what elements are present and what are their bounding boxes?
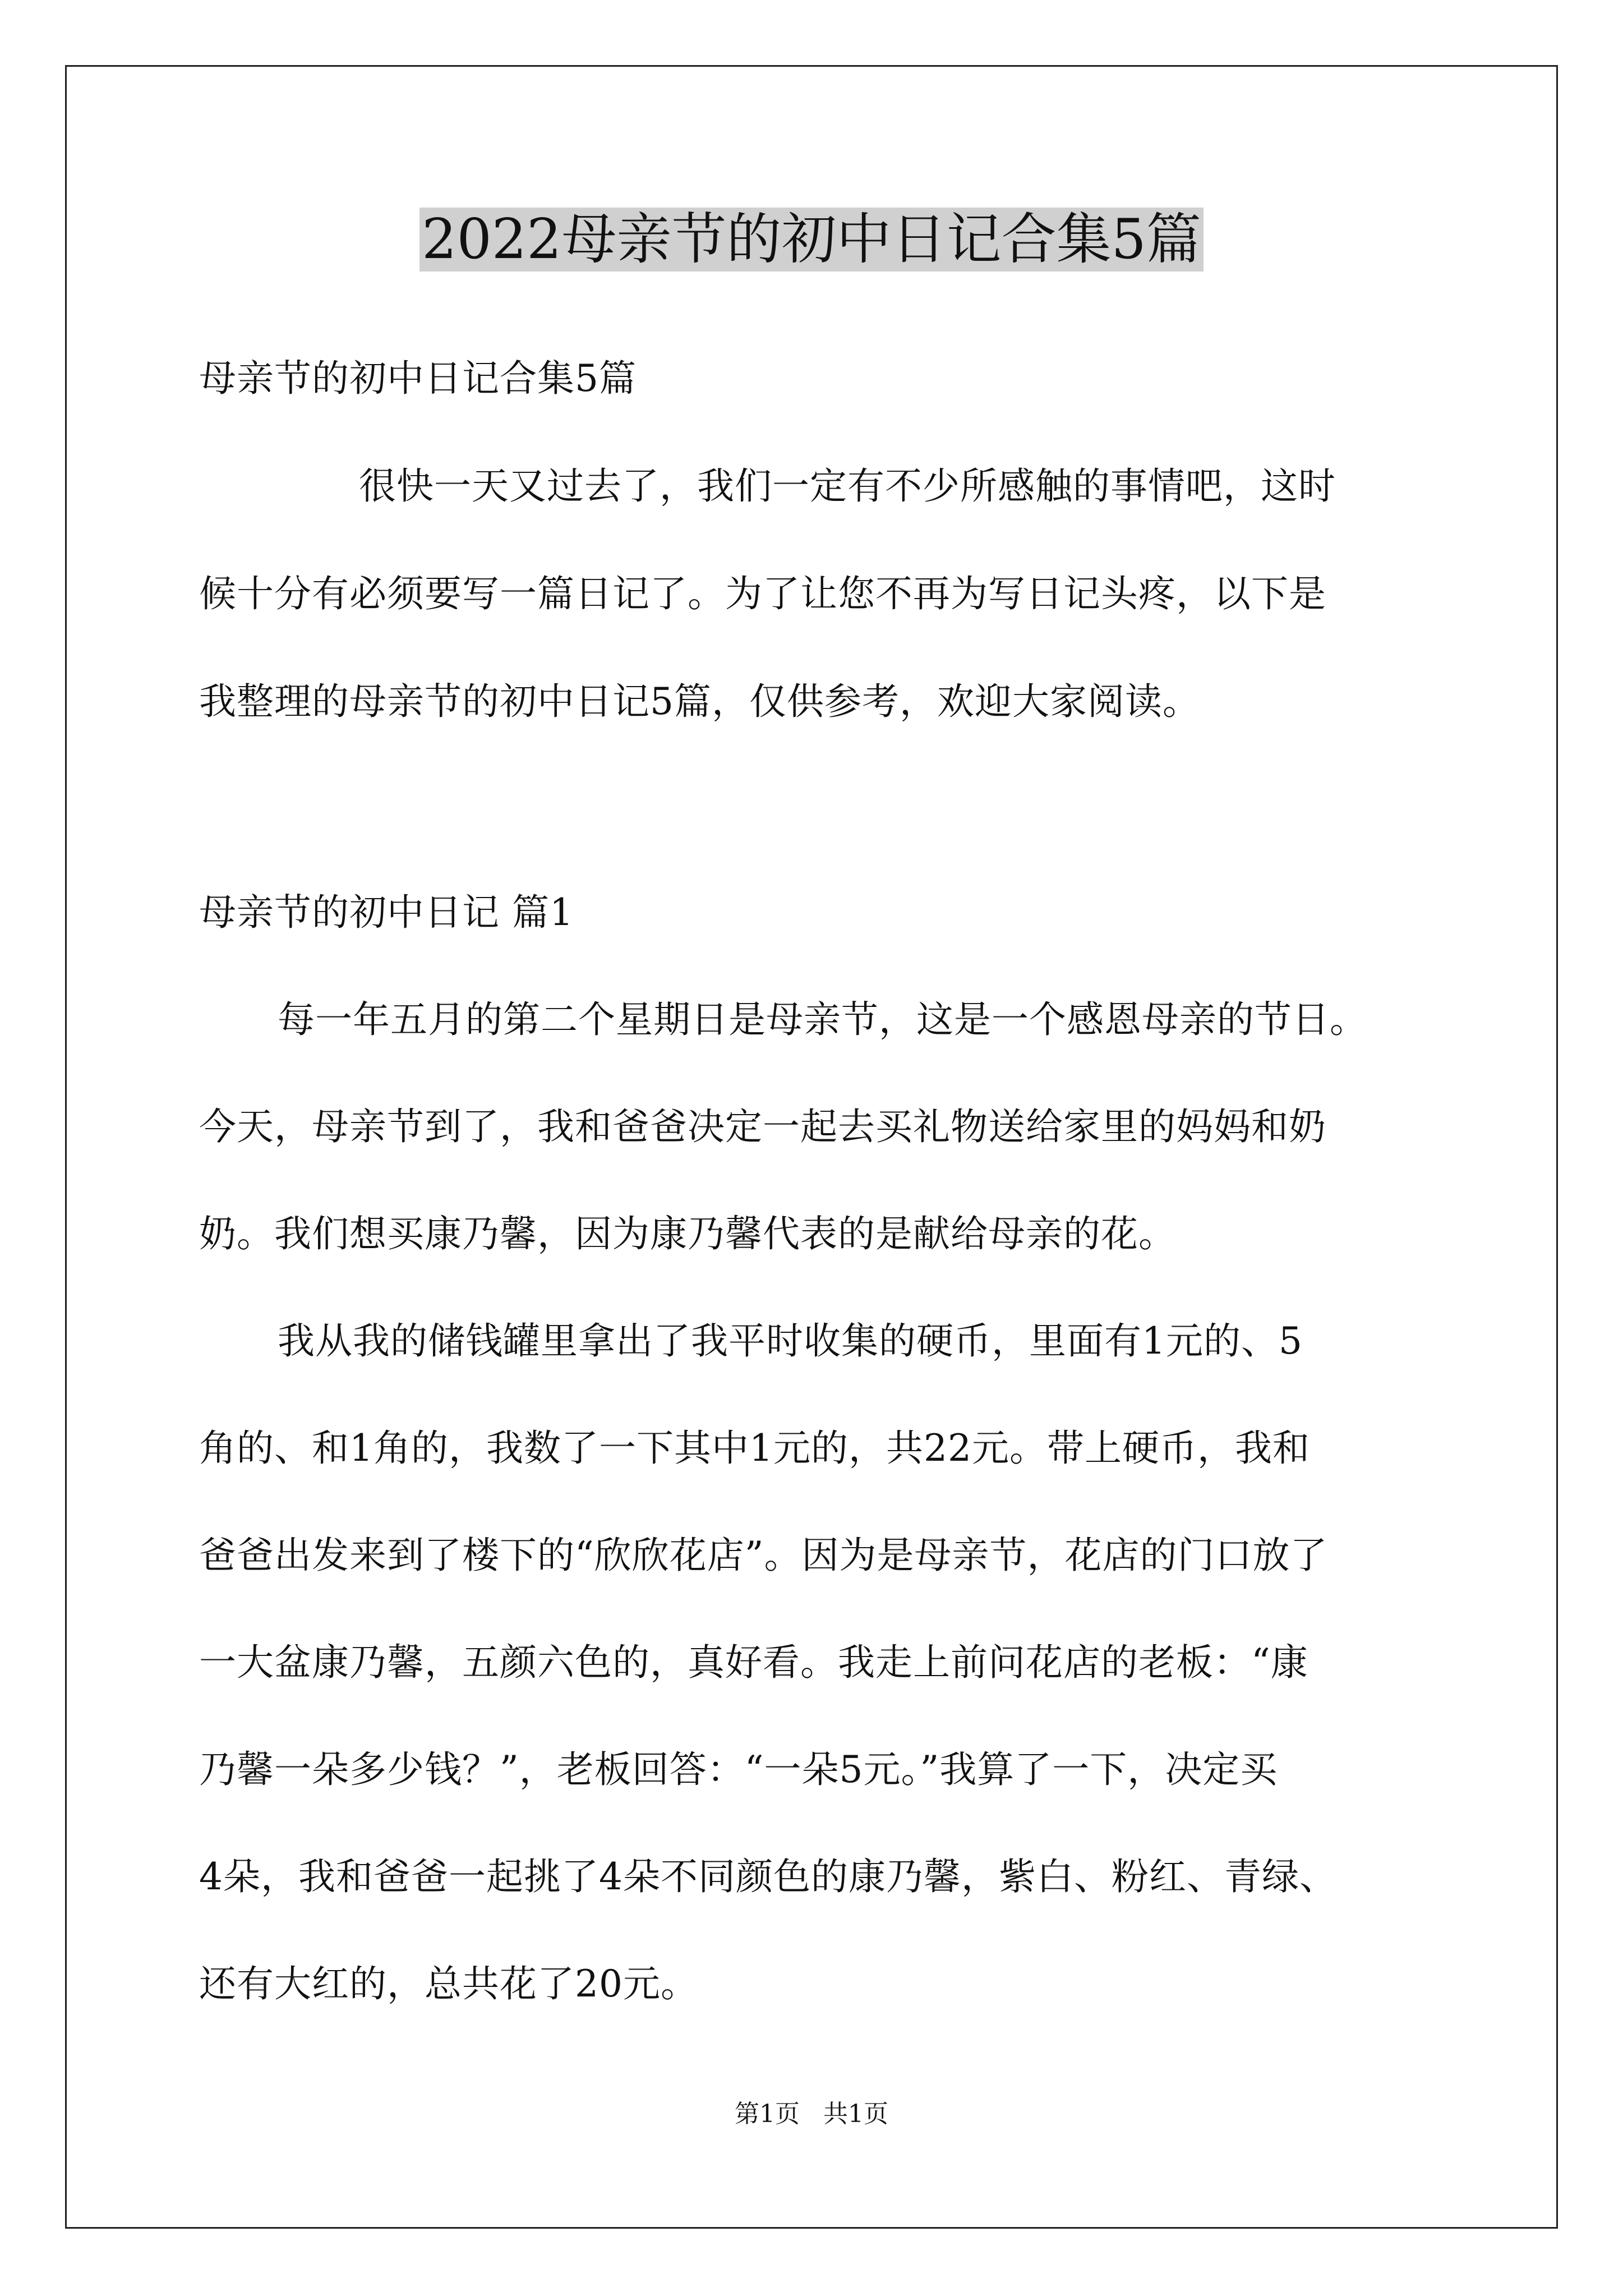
paragraph-line: 爸爸出发来到了楼下的“欣欣花店”。因为是母亲节，花店的门口放了 (199, 1534, 1328, 1577)
page-footer: 第1页 共1页 (735, 2100, 888, 2128)
paragraph-line: 角的、和1角的，我数了一下其中1元的，共22元。带上硬币，我和 (199, 1427, 1310, 1470)
section-heading: 母亲节的初中日记 篇1 (199, 891, 574, 934)
paragraph-line: 奶。我们想买康乃馨，因为康乃馨代表的是献给母亲的花。 (199, 1212, 1176, 1255)
intro-line: 候十分有必须要写一篇日记了。为了让您不再为写日记头疼，以下是 (199, 572, 1326, 615)
paragraph-line: 今天，母亲节到了，我和爸爸决定一起去买礼物送给家里的妈妈和奶 (199, 1105, 1326, 1148)
subtitle: 母亲节的初中日记合集5篇 (199, 357, 637, 400)
document-title-text: 2022母亲节的初中日记合集5篇 (419, 208, 1204, 272)
paragraph-line: 一大盆康乃馨，五颜六色的，真好看。我走上前问花店的老板：“康 (199, 1641, 1308, 1684)
document-title (0, 203, 1623, 276)
paragraph-line: 我从我的储钱罐里拿出了我平时收集的硬币，里面有1元的、5 (278, 1319, 1303, 1363)
paragraph-line: 每一年五月的第二个星期日是母亲节，这是一个感恩母亲的节日。 (278, 998, 1367, 1041)
intro-line: 我整理的母亲节的初中日记5篇，仅供参考，欢迎大家阅读。 (199, 680, 1200, 723)
intro-line: 很快一天又过去了，我们一定有不少所感触的事情吧，这时 (359, 464, 1336, 508)
paragraph-line: 还有大红的，总共花了20元。 (199, 1962, 698, 2005)
paragraph-line: 4朵，我和爸爸一起挑了4朵不同颜色的康乃馨，紫白、粉红、青绿、 (199, 1855, 1337, 1898)
paragraph-line: 乃馨一朵多少钱？”，老板回答：“一朵5元。”我算了一下，决定买 (199, 1748, 1278, 1791)
